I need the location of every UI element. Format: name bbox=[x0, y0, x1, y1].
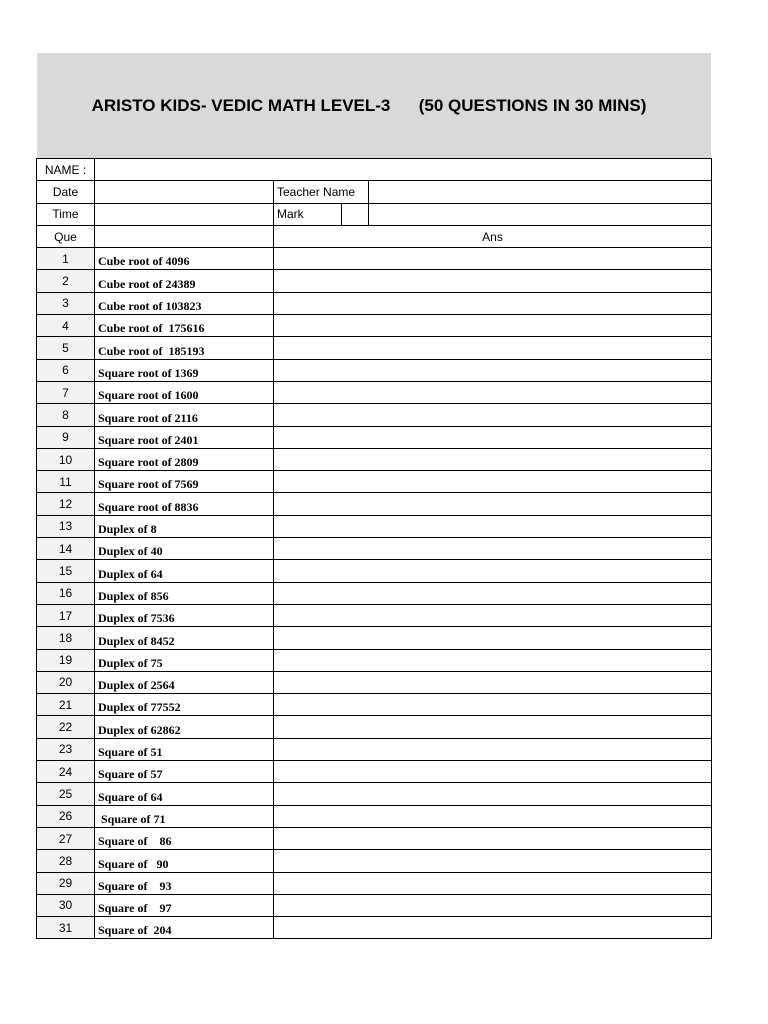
question-number: 1 bbox=[37, 248, 95, 270]
answer-field[interactable] bbox=[274, 761, 712, 783]
question-number: 27 bbox=[37, 827, 95, 849]
question-row bbox=[37, 426, 712, 448]
question-number: 23 bbox=[37, 738, 95, 760]
question-row bbox=[37, 315, 712, 337]
question-text: Duplex of 8 bbox=[95, 515, 274, 537]
question-number: 24 bbox=[37, 761, 95, 783]
name-row bbox=[37, 159, 712, 181]
question-row bbox=[37, 448, 712, 470]
question-number: 19 bbox=[37, 649, 95, 671]
question-row bbox=[37, 850, 712, 872]
question-row bbox=[37, 337, 712, 359]
answer-field[interactable] bbox=[274, 783, 712, 805]
question-text: Cube root of 175616 bbox=[95, 315, 274, 337]
question-number: 22 bbox=[37, 716, 95, 738]
question-row bbox=[37, 827, 712, 849]
question-number: 18 bbox=[37, 627, 95, 649]
question-number: 29 bbox=[37, 872, 95, 894]
question-number: 2 bbox=[37, 270, 95, 292]
question-row bbox=[37, 515, 712, 537]
question-number: 13 bbox=[37, 515, 95, 537]
question-text: Duplex of 62862 bbox=[95, 716, 274, 738]
question-text: Square root of 2116 bbox=[95, 404, 274, 426]
name-field[interactable] bbox=[95, 159, 712, 181]
question-row bbox=[37, 761, 712, 783]
answer-field[interactable] bbox=[274, 493, 712, 515]
mark-label: Mark bbox=[274, 203, 342, 225]
teacher-name-label: Teacher Name bbox=[274, 181, 369, 203]
teacher-name-field[interactable] bbox=[369, 181, 712, 203]
que-header: Que bbox=[37, 225, 95, 247]
question-row bbox=[37, 604, 712, 626]
answer-field[interactable] bbox=[274, 894, 712, 916]
question-text: Square of 204 bbox=[95, 917, 274, 939]
question-text: Square of 97 bbox=[95, 894, 274, 916]
mark-field[interactable] bbox=[342, 203, 369, 225]
question-number: 5 bbox=[37, 337, 95, 359]
question-number: 20 bbox=[37, 671, 95, 693]
date-row bbox=[37, 181, 712, 203]
question-row bbox=[37, 894, 712, 916]
question-text: Square of 90 bbox=[95, 850, 274, 872]
question-number: 6 bbox=[37, 359, 95, 381]
answer-field[interactable] bbox=[274, 805, 712, 827]
question-row bbox=[37, 694, 712, 716]
question-row bbox=[37, 359, 712, 381]
answer-field[interactable] bbox=[274, 827, 712, 849]
answer-field[interactable] bbox=[274, 381, 712, 403]
question-text: Square of 51 bbox=[95, 738, 274, 760]
date-field[interactable] bbox=[95, 181, 274, 203]
answer-field[interactable] bbox=[274, 448, 712, 470]
question-row bbox=[37, 627, 712, 649]
question-text: Square of 57 bbox=[95, 761, 274, 783]
question-text: Duplex of 8452 bbox=[95, 627, 274, 649]
time-field[interactable] bbox=[95, 203, 274, 225]
answer-field[interactable] bbox=[274, 248, 712, 270]
answer-field[interactable] bbox=[274, 471, 712, 493]
question-text: Duplex of 7536 bbox=[95, 604, 274, 626]
question-text: Square root of 1600 bbox=[95, 381, 274, 403]
question-number: 4 bbox=[37, 315, 95, 337]
answer-field[interactable] bbox=[274, 515, 712, 537]
answer-field[interactable] bbox=[274, 560, 712, 582]
answer-field[interactable] bbox=[274, 917, 712, 939]
question-text: Cube root of 103823 bbox=[95, 292, 274, 314]
answer-field[interactable] bbox=[274, 627, 712, 649]
time-label: Time bbox=[37, 203, 95, 225]
answer-field[interactable] bbox=[274, 604, 712, 626]
question-number: 26 bbox=[37, 805, 95, 827]
question-number: 8 bbox=[37, 404, 95, 426]
answer-field[interactable] bbox=[274, 582, 712, 604]
question-text: Square root of 2809 bbox=[95, 448, 274, 470]
question-text: Cube root of 24389 bbox=[95, 270, 274, 292]
question-text: Square of 86 bbox=[95, 827, 274, 849]
question-number: 12 bbox=[37, 493, 95, 515]
answer-field[interactable] bbox=[274, 872, 712, 894]
question-number: 15 bbox=[37, 560, 95, 582]
answer-field[interactable] bbox=[274, 270, 712, 292]
question-text: Square root of 1369 bbox=[95, 359, 274, 381]
answer-field[interactable] bbox=[274, 538, 712, 560]
answer-field[interactable] bbox=[274, 315, 712, 337]
question-row bbox=[37, 649, 712, 671]
question-row bbox=[37, 270, 712, 292]
time-row bbox=[37, 203, 712, 225]
question-text: Cube root of 185193 bbox=[95, 337, 274, 359]
answer-field[interactable] bbox=[274, 359, 712, 381]
question-number: 11 bbox=[37, 471, 95, 493]
question-number: 10 bbox=[37, 448, 95, 470]
question-text: Duplex of 2564 bbox=[95, 671, 274, 693]
date-label: Date bbox=[37, 181, 95, 203]
answer-field[interactable] bbox=[274, 671, 712, 693]
question-number: 30 bbox=[37, 894, 95, 916]
question-row bbox=[37, 471, 712, 493]
question-row bbox=[37, 404, 712, 426]
question-number: 17 bbox=[37, 604, 95, 626]
worksheet-title: ARISTO KIDS- VEDIC MATH LEVEL-3 (50 QUESTIONS IN 30 MINS) bbox=[91, 95, 647, 115]
question-row bbox=[37, 248, 712, 270]
question-text: Duplex of 64 bbox=[95, 560, 274, 582]
question-row bbox=[37, 671, 712, 693]
question-text: Square of 64 bbox=[95, 783, 274, 805]
answer-field[interactable] bbox=[274, 716, 712, 738]
question-text: Duplex of 856 bbox=[95, 582, 274, 604]
answer-field[interactable] bbox=[274, 738, 712, 760]
column-header-row bbox=[37, 225, 712, 247]
question-text: Square of 93 bbox=[95, 872, 274, 894]
question-row bbox=[37, 493, 712, 515]
question-text: Duplex of 77552 bbox=[95, 694, 274, 716]
question-row bbox=[37, 292, 712, 314]
question-text: Square root of 2401 bbox=[95, 426, 274, 448]
answer-field[interactable] bbox=[274, 292, 712, 314]
answer-field[interactable] bbox=[274, 649, 712, 671]
answer-field[interactable] bbox=[274, 337, 712, 359]
question-row bbox=[37, 805, 712, 827]
worksheet-header bbox=[37, 53, 711, 158]
question-number: 3 bbox=[37, 292, 95, 314]
answer-field[interactable] bbox=[274, 426, 712, 448]
question-text: Duplex of 75 bbox=[95, 649, 274, 671]
question-number: 21 bbox=[37, 694, 95, 716]
question-row bbox=[37, 560, 712, 582]
question-row bbox=[37, 716, 712, 738]
question-row bbox=[37, 381, 712, 403]
question-row bbox=[37, 872, 712, 894]
question-text: Square of 71 bbox=[95, 805, 274, 827]
question-text: Cube root of 4096 bbox=[95, 248, 274, 270]
question-number: 16 bbox=[37, 582, 95, 604]
question-number: 28 bbox=[37, 850, 95, 872]
question-text: Square root of 8836 bbox=[95, 493, 274, 515]
question-row bbox=[37, 738, 712, 760]
question-row bbox=[37, 538, 712, 560]
question-number: 14 bbox=[37, 538, 95, 560]
question-row bbox=[37, 783, 712, 805]
question-number: 9 bbox=[37, 426, 95, 448]
question-text: Square root of 7569 bbox=[95, 471, 274, 493]
question-row bbox=[37, 582, 712, 604]
question-number: 25 bbox=[37, 783, 95, 805]
question-header-blank bbox=[95, 225, 274, 247]
name-label: NAME : bbox=[37, 159, 95, 181]
worksheet-table bbox=[36, 158, 712, 939]
answer-field[interactable] bbox=[274, 694, 712, 716]
question-row bbox=[37, 917, 712, 939]
answer-field[interactable] bbox=[274, 404, 712, 426]
question-number: 31 bbox=[37, 917, 95, 939]
question-number: 7 bbox=[37, 381, 95, 403]
answer-field[interactable] bbox=[274, 850, 712, 872]
ans-header: Ans bbox=[274, 225, 712, 247]
question-text: Duplex of 40 bbox=[95, 538, 274, 560]
mark-extra-field[interactable] bbox=[369, 203, 712, 225]
